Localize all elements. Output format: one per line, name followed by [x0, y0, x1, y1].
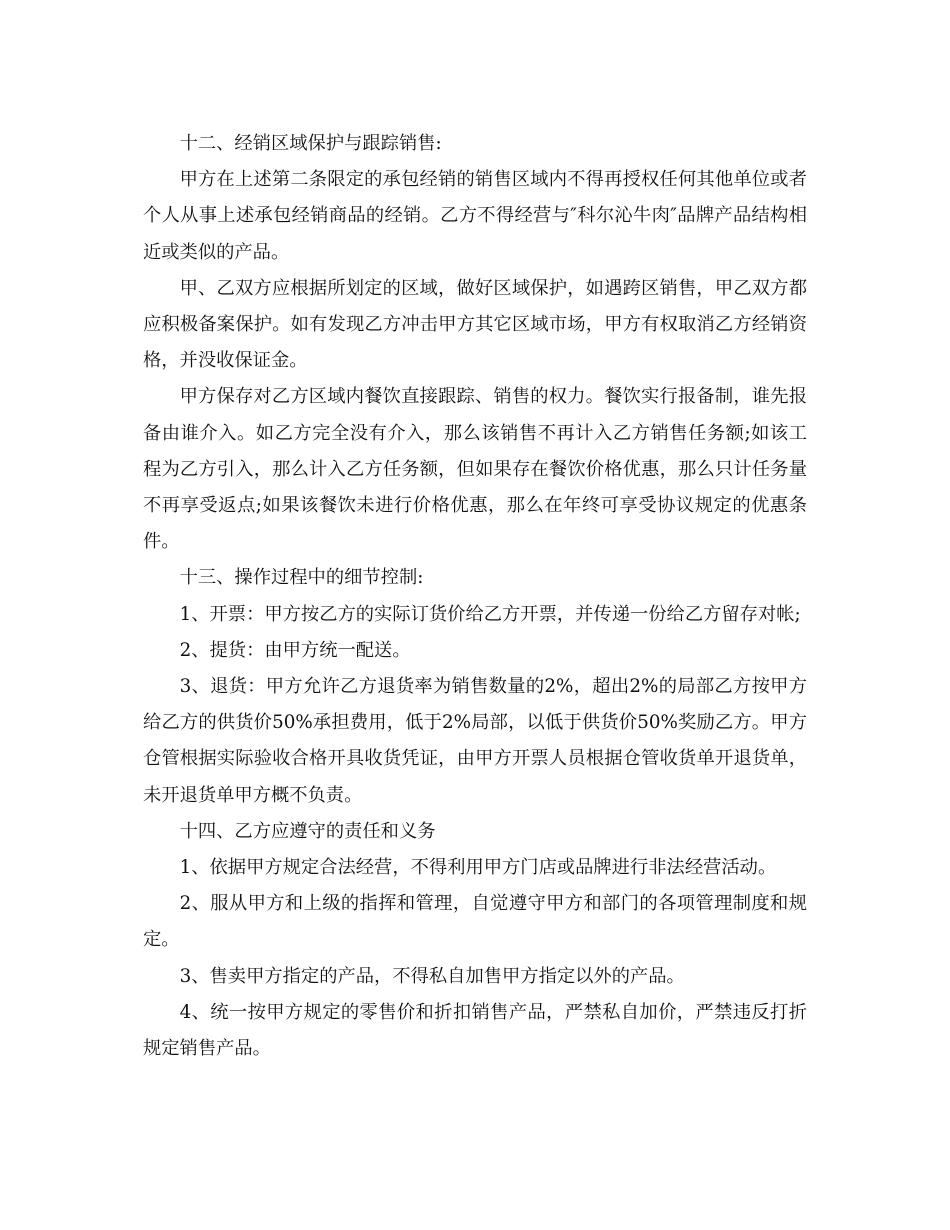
section-heading-12: 十二、经销区域保护与跟踪销售:: [179, 133, 442, 154]
section-heading-14: 十四、乙方应遵守的责任和义务: [179, 820, 436, 842]
list-item: 3、退货：甲方允许乙方退货率为销售数量的2%，超出2%的局部乙方按甲方给乙方的供货价50%承担费用，低于2%局部，以低于供货价50%奖励乙方。甲方仓管根据实际验收合格开具收货凭证，由甲方开票人员根据仓管收货单开退货单，未开退货单甲方概不负责。: [143, 676, 807, 806]
list-item: 2、提货：由甲方统一配送。: [179, 639, 411, 661]
section-heading-13: 十三、操作过程中的细节控制:: [179, 567, 424, 589]
paragraph: 甲、乙双方应根据所划定的区域，做好区域保护，如遇跨区销售，甲乙双方都应积极备案保护。如有发现乙方冲击甲方其它区域市场，甲方有权取消乙方经销资格，并没收保证金。: [143, 277, 807, 372]
list-item: 1、开票：甲方按乙方的实际订货价给乙方开票，并传递一份给乙方留存对帐;: [179, 603, 801, 625]
paragraph: 甲方保存对乙方区域内餐饮直接跟踪、销售的权力。餐饮实行报备制，谁先报备由谁介入。如乙方完全没有介入，那么该销售不再计入乙方销售任务额;如该工程为乙方引入，那么计入乙方任务额，但如果存在餐饮价格优惠，那么只计任务量不再享受返点;如果该餐饮未进行价格优惠，那么在年终可享受协议规定的优惠条件。: [143, 386, 807, 553]
paragraph: 甲方在上述第二条限定的承包经销的销售区域内不得再授权任何其他单位或者个人从事上述承包经销商品的经销。乙方不得经营与″科尔沁牛肉″品牌产品结构相近或类似的产品。: [143, 169, 807, 263]
list-item: 1、依据甲方规定合法经营，不得利用甲方门店或品牌进行非法经营活动。: [179, 857, 777, 879]
list-item: 4、统一按甲方规定的零售价和折扣销售产品，严禁私自加价，严禁违反打折规定销售产品。: [143, 1001, 807, 1060]
list-item: 3、售卖甲方指定的产品，不得私自加售甲方指定以外的产品。: [179, 965, 685, 987]
document-body: [143, 126, 807, 1067]
list-item: 2、服从甲方和上级的指挥和管理，自觉遵守甲方和部门的各项管理制度和规定。: [143, 893, 807, 951]
